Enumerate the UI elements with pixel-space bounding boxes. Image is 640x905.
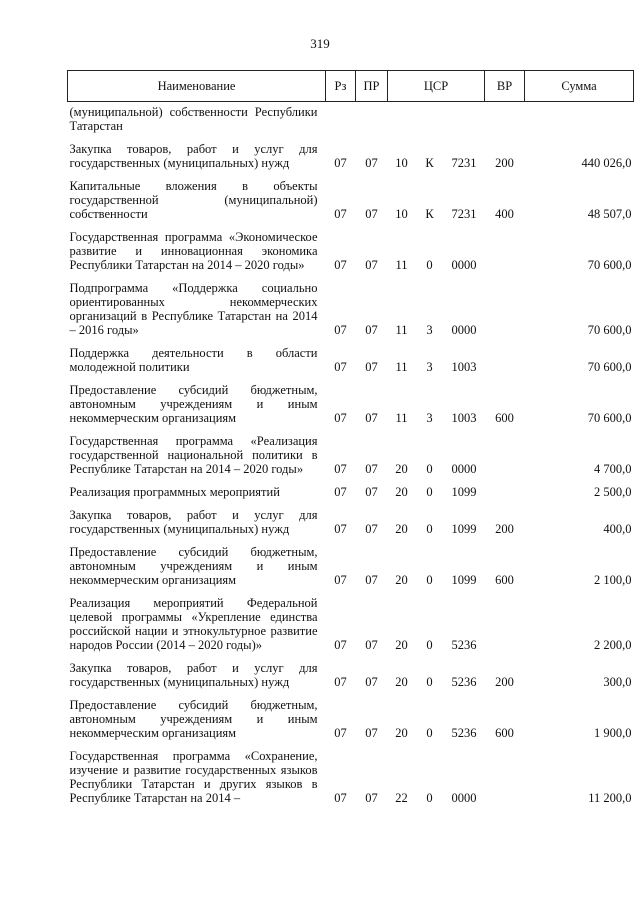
cell-vr: 200 bbox=[495, 675, 514, 689]
cell-name: Предоставление субсидий бюджетным, автономным учреждениям и иным некоммерческим организациям bbox=[69, 698, 318, 740]
cell-vr bbox=[485, 476, 525, 499]
cell-vr: 200 bbox=[495, 522, 514, 536]
cell-sum: 70 600,0 bbox=[587, 360, 632, 374]
cell-csr-subprogram bbox=[416, 102, 444, 134]
cell-rz: 07 bbox=[334, 156, 347, 170]
cell-csr-subprogram: 0 bbox=[426, 485, 433, 499]
cell-rz: 07 bbox=[334, 573, 347, 587]
cell-pr: 07 bbox=[365, 791, 378, 805]
cell-csr-direction: 7231 bbox=[451, 207, 477, 221]
cell-vr: 400 bbox=[495, 207, 514, 221]
table-row bbox=[68, 102, 634, 134]
cell-csr-subprogram: 0 bbox=[426, 522, 433, 536]
table-row bbox=[68, 221, 634, 272]
table-row bbox=[68, 652, 634, 689]
cell-csr-subprogram: 0 bbox=[426, 258, 433, 272]
cell-sum: 300,0 bbox=[603, 675, 632, 689]
cell-pr: 07 bbox=[365, 462, 378, 476]
cell-csr-program: 20 bbox=[395, 573, 408, 587]
cell-csr-subprogram: 3 bbox=[426, 411, 433, 425]
cell-pr: 07 bbox=[365, 638, 378, 652]
cell-sum: 440 026,0 bbox=[581, 156, 632, 170]
cell-name: Закупка товаров, работ и услуг для государственных (муниципальных) нужд bbox=[69, 508, 318, 536]
cell-rz: 07 bbox=[334, 791, 347, 805]
cell-csr-subprogram: 0 bbox=[426, 638, 433, 652]
cell-csr-direction: 1099 bbox=[451, 485, 477, 499]
cell-csr-program: 22 bbox=[395, 791, 408, 805]
cell-sum: 2 500,0 bbox=[594, 485, 632, 499]
cell-sum: 400,0 bbox=[603, 522, 632, 536]
cell-vr: 200 bbox=[495, 156, 514, 170]
cell-csr-direction: 5236 bbox=[451, 675, 477, 689]
cell-name: Реализация мероприятий Федеральной целевой программы «Укрепление единства российской нации и этнокультурное развитие народов России (2014 – 2020 годы)» bbox=[69, 596, 318, 652]
cell-sum: 11 200,0 bbox=[588, 791, 632, 805]
cell-csr-subprogram: К bbox=[425, 207, 434, 221]
cell-rz bbox=[326, 102, 356, 134]
header-name: Наименование bbox=[68, 71, 326, 102]
cell-sum: 70 600,0 bbox=[587, 411, 632, 425]
cell-pr: 07 bbox=[365, 726, 378, 740]
cell-rz: 07 bbox=[334, 462, 347, 476]
cell-pr: 07 bbox=[365, 573, 378, 587]
cell-sum: 70 600,0 bbox=[587, 258, 632, 272]
table-row bbox=[68, 740, 634, 805]
cell-pr bbox=[356, 102, 388, 134]
cell-vr: 600 bbox=[495, 411, 514, 425]
cell-sum: 4 700,0 bbox=[594, 462, 632, 476]
cell-sum: 2 200,0 bbox=[594, 638, 632, 652]
cell-pr: 07 bbox=[365, 258, 378, 272]
cell-csr-direction: 0000 bbox=[451, 323, 477, 337]
cell-vr bbox=[485, 740, 525, 805]
cell-csr-subprogram: 0 bbox=[426, 462, 433, 476]
cell-sum: 2 100,0 bbox=[594, 573, 632, 587]
cell-pr: 07 bbox=[365, 156, 378, 170]
header-vr: ВР bbox=[485, 71, 525, 102]
cell-vr bbox=[485, 587, 525, 652]
cell-sum bbox=[525, 102, 634, 134]
table-row bbox=[68, 476, 634, 499]
cell-rz: 07 bbox=[334, 258, 347, 272]
cell-name: Государственная программа «Сохранение, изучение и развитие государственных языков Республики Татарстан и других языков в Республике Татарстан на 2014 – bbox=[69, 749, 318, 805]
cell-csr-program: 20 bbox=[395, 638, 408, 652]
cell-csr-program bbox=[388, 102, 416, 134]
cell-csr-subprogram: 3 bbox=[426, 360, 433, 374]
cell-csr-program: 20 bbox=[395, 675, 408, 689]
cell-sum: 1 900,0 bbox=[594, 726, 632, 740]
cell-pr: 07 bbox=[365, 360, 378, 374]
cell-sum: 70 600,0 bbox=[587, 323, 632, 337]
cell-csr-program: 10 bbox=[395, 207, 408, 221]
cell-csr-subprogram: 0 bbox=[426, 726, 433, 740]
cell-vr bbox=[485, 272, 525, 337]
cell-rz: 07 bbox=[334, 675, 347, 689]
header-sum: Сумма bbox=[525, 71, 634, 102]
table-row bbox=[68, 425, 634, 476]
cell-csr-direction: 0000 bbox=[451, 258, 477, 272]
cell-name: Государственная программа «Реализация государственной национальной политики в Республике Татарстан на 2014 – 2020 годы» bbox=[69, 434, 318, 476]
cell-csr-program: 11 bbox=[395, 258, 408, 272]
cell-vr: 600 bbox=[495, 726, 514, 740]
cell-rz: 07 bbox=[334, 323, 347, 337]
cell-pr: 07 bbox=[365, 485, 378, 499]
cell-name: Закупка товаров, работ и услуг для государственных (муниципальных) нужд bbox=[69, 142, 318, 170]
cell-name: Капитальные вложения в объекты государственной (муниципальной) собственности bbox=[69, 179, 318, 221]
cell-csr-subprogram: К bbox=[425, 156, 434, 170]
cell-pr: 07 bbox=[365, 522, 378, 536]
cell-csr-program: 20 bbox=[395, 726, 408, 740]
cell-csr-subprogram: 3 bbox=[426, 323, 433, 337]
table-row bbox=[68, 272, 634, 337]
table-row bbox=[68, 170, 634, 221]
table-header bbox=[68, 71, 634, 102]
cell-csr-program: 11 bbox=[395, 360, 408, 374]
cell-name: Государственная программа «Экономическое развитие и инновационная экономика Республики Татарстан на 2014 – 2020 годы» bbox=[69, 230, 318, 272]
cell-csr-program: 20 bbox=[395, 522, 408, 536]
cell-csr-program: 20 bbox=[395, 485, 408, 499]
table-row bbox=[68, 133, 634, 170]
cell-csr-direction: 5236 bbox=[451, 726, 477, 740]
cell-name: (муниципальной) собственности Республики Татарстан bbox=[69, 105, 318, 133]
cell-csr-direction: 0000 bbox=[451, 791, 477, 805]
cell-csr-direction: 1003 bbox=[451, 411, 477, 425]
cell-name: Предоставление субсидий бюджетным, автономным учреждениям и иным некоммерческим организациям bbox=[69, 545, 318, 587]
table-row bbox=[68, 689, 634, 740]
cell-pr: 07 bbox=[365, 411, 378, 425]
table-row bbox=[68, 337, 634, 374]
cell-csr-direction: 7231 bbox=[451, 156, 477, 170]
header-rz: Рз bbox=[326, 71, 356, 102]
cell-csr-direction: 1099 bbox=[451, 522, 477, 536]
cell-csr-subprogram: 0 bbox=[426, 573, 433, 587]
table-body bbox=[68, 102, 634, 806]
cell-name: Подпрограмма «Поддержка социально ориентированных некоммерческих организаций в Республике Татарстан на 2014 – 2016 годы» bbox=[69, 281, 318, 337]
page-number: 319 bbox=[310, 36, 330, 51]
cell-vr bbox=[485, 425, 525, 476]
cell-pr: 07 bbox=[365, 207, 378, 221]
cell-csr-program: 10 bbox=[395, 156, 408, 170]
table-row bbox=[68, 536, 634, 587]
cell-name: Поддержка деятельности в области молодежной политики bbox=[69, 346, 318, 374]
cell-csr-subprogram: 0 bbox=[426, 791, 433, 805]
cell-rz: 07 bbox=[334, 485, 347, 499]
table-row bbox=[68, 587, 634, 652]
cell-vr bbox=[485, 221, 525, 272]
header-csr: ЦСР bbox=[388, 71, 485, 102]
cell-vr bbox=[485, 337, 525, 374]
cell-pr: 07 bbox=[365, 675, 378, 689]
cell-rz: 07 bbox=[334, 360, 347, 374]
cell-csr-program: 11 bbox=[395, 323, 408, 337]
table-row bbox=[68, 499, 634, 536]
cell-rz: 07 bbox=[334, 638, 347, 652]
cell-csr-direction: 0000 bbox=[451, 462, 477, 476]
budget-table bbox=[67, 70, 634, 805]
cell-vr: 600 bbox=[495, 573, 514, 587]
cell-csr-direction bbox=[444, 102, 485, 134]
cell-vr bbox=[485, 102, 525, 134]
cell-rz: 07 bbox=[334, 411, 347, 425]
cell-csr-program: 20 bbox=[395, 462, 408, 476]
header-pr: ПР bbox=[356, 71, 388, 102]
table-row bbox=[68, 374, 634, 425]
cell-sum: 48 507,0 bbox=[587, 207, 632, 221]
cell-rz: 07 bbox=[334, 726, 347, 740]
cell-name: Закупка товаров, работ и услуг для государственных (муниципальных) нужд bbox=[69, 661, 318, 689]
cell-csr-direction: 1003 bbox=[451, 360, 477, 374]
cell-csr-direction: 1099 bbox=[451, 573, 477, 587]
cell-name: Реализация программных мероприятий bbox=[69, 485, 280, 499]
cell-csr-direction: 5236 bbox=[451, 638, 477, 652]
cell-rz: 07 bbox=[334, 207, 347, 221]
cell-name: Предоставление субсидий бюджетным, автономным учреждениям и иным некоммерческим организациям bbox=[69, 383, 318, 425]
cell-pr: 07 bbox=[365, 323, 378, 337]
cell-csr-subprogram: 0 bbox=[426, 675, 433, 689]
cell-csr-program: 11 bbox=[395, 411, 408, 425]
cell-rz: 07 bbox=[334, 522, 347, 536]
